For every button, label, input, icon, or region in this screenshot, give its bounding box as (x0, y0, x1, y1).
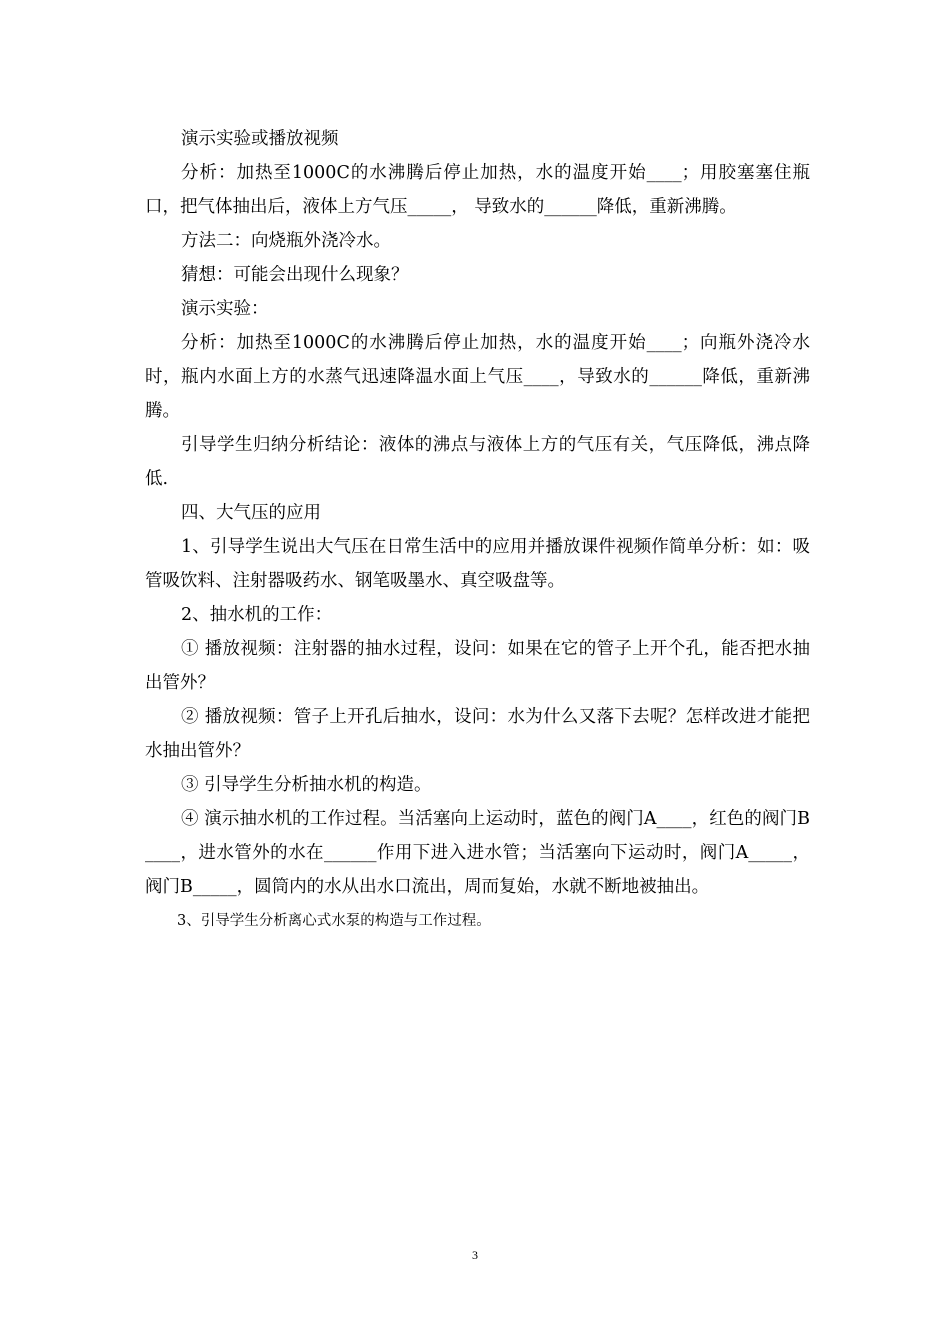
paragraph-demo-video: 演示实验或播放视频 (181, 129, 339, 149)
paragraph-guess: 猜想：可能会出现什么现象？ (181, 265, 409, 285)
paragraph-analysis-1: 分析：加热至1000C的水沸腾后停止加热，水的温度开始____；用胶塞塞住瓶口，把气体抽出后，液体上方气压_____， 导致水的______降低，重新沸腾。 (145, 163, 810, 217)
section-heading-atmospheric-pressure: 四、大气压的应用 (181, 503, 321, 523)
paragraph-conclusion: 引导学生归纳分析结论：液体的沸点与液体上方的气压有关，气压降低，沸点降低. (145, 435, 810, 489)
paragraph-item-3: 3、引导学生分析离心式水泵的构造与工作过程。 (177, 913, 491, 929)
paragraph-item-2: 2、抽水机的工作： (181, 605, 333, 625)
document-body (145, 122, 810, 938)
paragraph-item-1: 1、引导学生说出大气压在日常生活中的应用并播放课件视频作简单分析：如：吸管吸饮料、注射器吸药水、钢笔吸墨水、真空吸盘等。 (145, 537, 810, 591)
page-number: 3 (472, 1248, 478, 1262)
paragraph-step-1: ① 播放视频：注射器的抽水过程，设问：如果在它的管子上开个孔，能否把水抽出管外？ (145, 639, 810, 693)
paragraph-demo-experiment: 演示实验： (181, 299, 269, 319)
paragraph-step-4: ④ 演示抽水机的工作过程。当活塞向上运动时，蓝色的阀门A____，红色的阀门B____，进水管外的水在______作用下进入进水管；当活塞向下运动时，阀门A_____，阀门B_____，圆筒内的水从出水口流出，周而复始，水就不断地被抽出。 (145, 809, 810, 897)
paragraph-method-2: 方法二：向烧瓶外浇冷水。 (181, 231, 391, 251)
paragraph-step-3: ③ 引导学生分析抽水机的构造。 (181, 775, 432, 795)
paragraph-analysis-2: 分析：加热至1000C的水沸腾后停止加热，水的温度开始____；向瓶外浇冷水时，瓶内水面上方的水蒸气迅速降温水面上气压____，导致水的______降低，重新沸腾。 (145, 333, 810, 421)
paragraph-step-2: ② 播放视频：管子上开孔后抽水，设问：水为什么又落下去呢？怎样改进才能把水抽出管外？ (145, 707, 810, 761)
